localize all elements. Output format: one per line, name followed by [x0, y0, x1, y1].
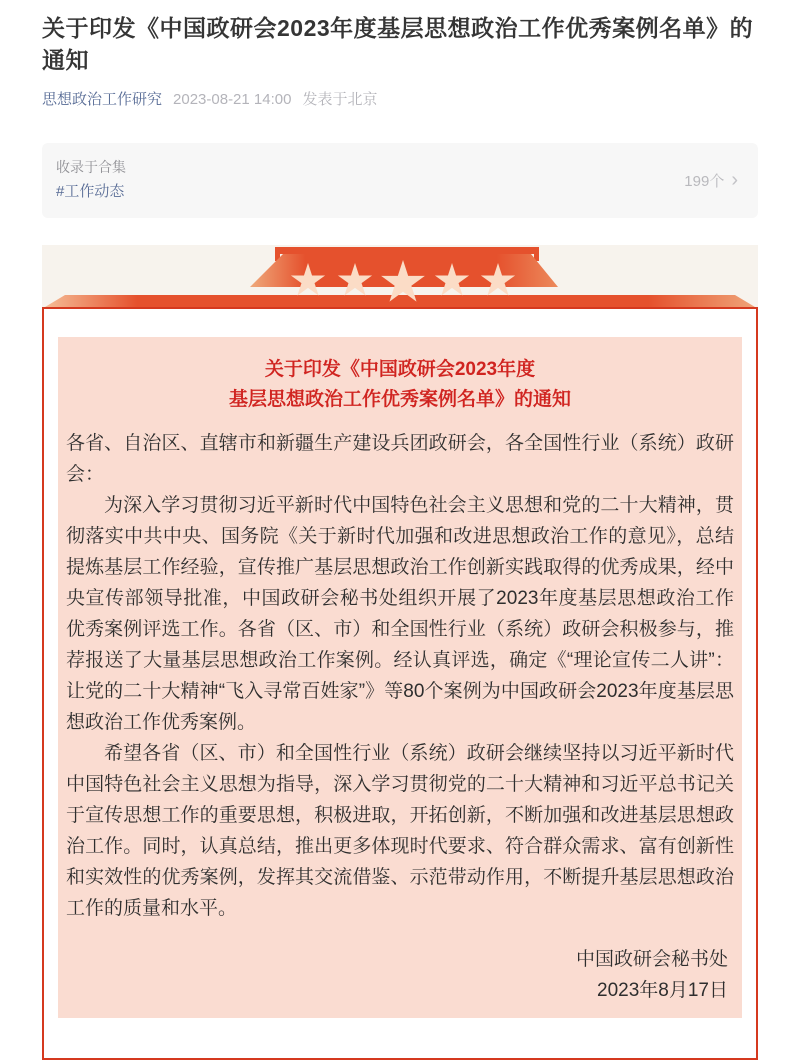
collection-card[interactable] [42, 143, 758, 218]
publish-location: 发表于北京 [302, 91, 378, 108]
collection-count-text: 199个 [684, 173, 725, 190]
notice-signature [66, 944, 734, 1006]
notice-paragraph-2: 希望各省（区、市）和全国性行业（系统）政研会继续坚持以习近平新时代中国特色社会主义思想为指导，深入学习贯彻党的二十大精神和习近平总书记关于宣传思想工作的重要思想，积极进取，开拓创新，不断加强和改进基层思想政治工作。同时，认真总结，推出更多体现时代要求、符合群众需求、富有创新性和实效性的优秀案例，发挥其交流借鉴、示范带动作用，不断提升基层思想政治工作的质量和水平。 [66, 743, 734, 919]
notice-inner-panel [58, 337, 742, 1018]
signature-name: 中国政研会秘书处 [575, 949, 728, 970]
tiananmen-banner-graphic [42, 245, 758, 307]
article-meta [42, 89, 758, 110]
notice-title-line1: 关于印发《中国政研会2023年度 [264, 359, 536, 380]
publish-time: 2023-08-21 14:00 [173, 91, 292, 108]
notice-paragraph-1: 为深入学习贯彻习近平新时代中国特色社会主义思想和党的二十大精神，贯彻落实中共中央、国务院《关于新时代加强和改进思想政治工作的意见》，总结提炼基层工作经验，宣传推广基层思想政治工作创新实践取得的优秀成果，经中央宣传部领导批准，中国政研会秘书处组织开展了2023年度基层思想政治工作优秀案例评选工作。各省（区、市）和全国性行业（系统）政研会积极参与，推荐报送了大量基层思想政治工作案例。经认真评选，确定《“理论宣传二人讲”：让党的二十大精神“飞入寻常百姓家”》等80个案例为中国政研会2023年度基层思想政治工作优秀案例。 [66, 495, 734, 733]
collection-card-left [56, 156, 126, 205]
signature-date: 2023年8月17日 [597, 980, 728, 1001]
account-link[interactable]: 思想政治工作研究 [42, 91, 163, 108]
gate-wall-band-shape [45, 295, 755, 307]
chevron-right-icon: › [731, 169, 738, 191]
notice-salutation: 各省、自治区、直辖市和新疆生产建设兵团政研会，各全国性行业（系统）政研会： [66, 433, 734, 485]
collection-count[interactable] [684, 170, 738, 191]
notice-title [66, 355, 734, 415]
tiananmen-banner-svg [42, 245, 758, 307]
notice-title-line2: 基层思想政治工作优秀案例名单》的通知 [228, 389, 571, 410]
notice-box [42, 307, 758, 1060]
collection-tag-link[interactable]: #工作动态 [56, 183, 125, 200]
page-title: 关于印发《中国政研会2023年度基层思想政治工作优秀案例名单》的通知 [42, 15, 754, 73]
gate-roof-ridge-shape [275, 247, 539, 254]
collection-label: 收录于合集 [56, 159, 126, 175]
